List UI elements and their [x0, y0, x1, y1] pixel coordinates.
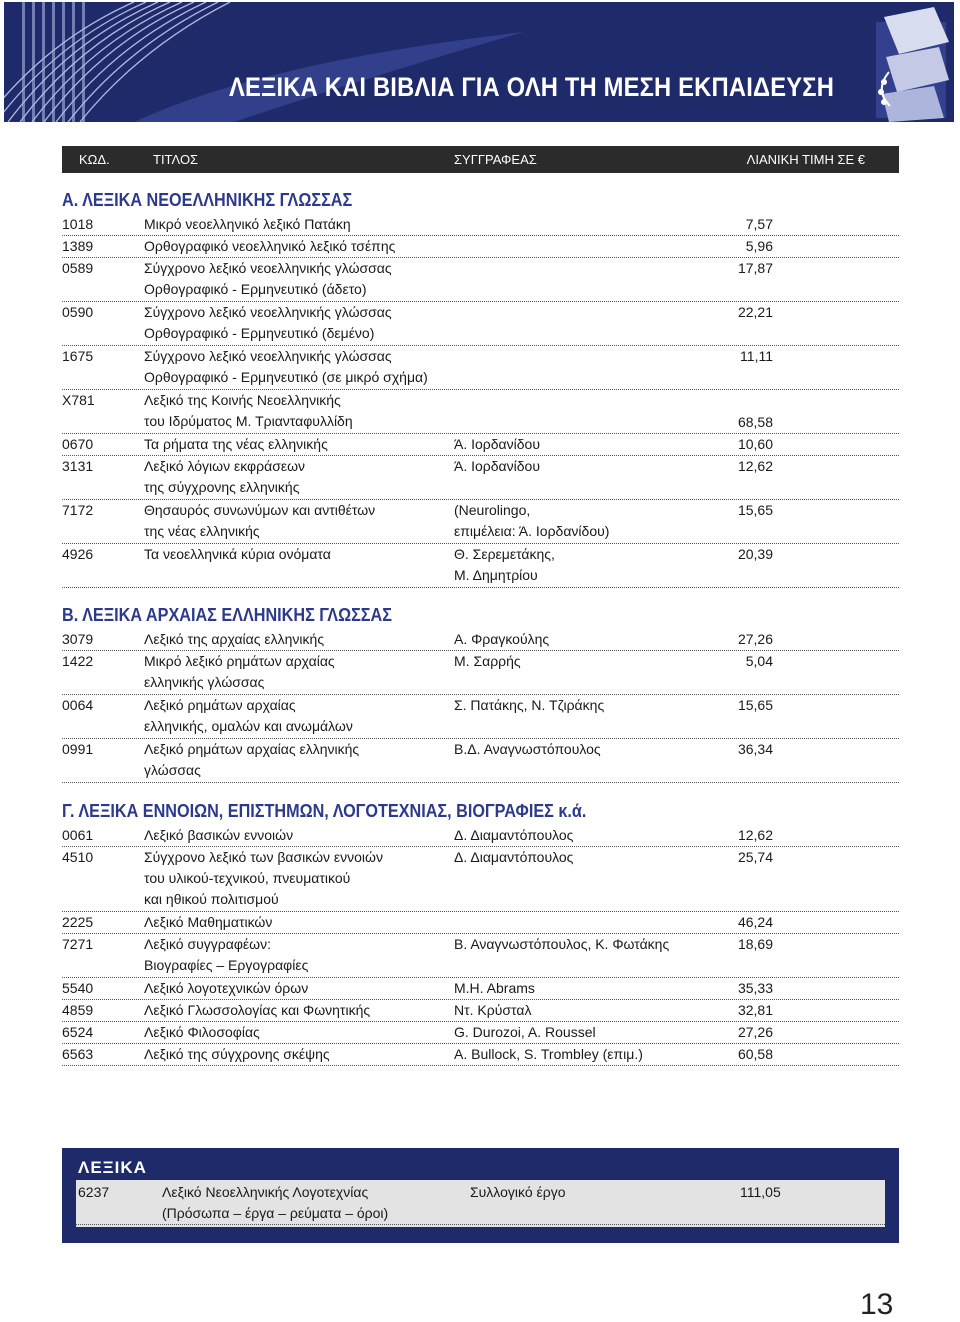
item-code: 7172 [62, 502, 94, 518]
page-number: 13 [860, 1288, 894, 1321]
header-code: ΚΩΔ. [79, 152, 110, 167]
item-title-line: Σύγχρονο λεξικό των βασικών εννοιών [144, 849, 383, 865]
item-code: 0061 [62, 827, 94, 843]
header-banner [4, 2, 954, 122]
item-code: 1675 [62, 348, 94, 364]
banner-title: ΛΕΞΙΚΑ ΚΑΙ ΒΙΒΛΙΑ ΓΙΑ ΟΛΗ ΤΗ ΜΕΣΗ ΕΚΠΑΙΔΕΥΣΗ [229, 72, 835, 102]
item-title-line: Σύγχρονο λεξικό νεοελληνικής γλώσσας [144, 260, 392, 276]
item-title [162, 1182, 388, 1224]
table-row [62, 650, 899, 695]
table-row [62, 1043, 899, 1066]
item-title-line: Ορθογραφικό - Ερμηνευτικό (δεμένο) [144, 325, 375, 341]
item-title [144, 1044, 330, 1065]
item-code: 6237 [78, 1184, 110, 1200]
item-title [144, 390, 353, 432]
item-code: 0991 [62, 741, 94, 757]
item-code: 6563 [62, 1046, 94, 1062]
item-author [454, 456, 540, 477]
table-row [62, 257, 899, 302]
featured-box [62, 1148, 899, 1243]
item-price: 17,87 [737, 260, 773, 276]
item-price: 25,74 [737, 849, 773, 865]
item-price: 32,81 [737, 1002, 773, 1018]
item-title [144, 434, 328, 455]
table-row [62, 433, 899, 456]
item-title-line: Βιογραφίες – Εργογραφίες [144, 957, 309, 973]
item-title-line: Τα νεοελληνικά κύρια ονόματα [144, 546, 331, 562]
item-price: 15,65 [737, 502, 773, 518]
table-row [62, 235, 899, 258]
table-row [62, 846, 899, 912]
item-author-line: επιμέλεια: Ά. Ιορδανίδου) [454, 523, 610, 539]
item-author-line: Σ. Πατάκης, Ν. Τζιράκης [454, 697, 605, 713]
item-author-line: Ά. Ιορδανίδου [454, 436, 540, 452]
table-row [62, 933, 899, 978]
item-title-line: Λεξικό βασικών εννοιών [144, 827, 294, 843]
item-author-line: (Neurolingo, [454, 502, 531, 518]
item-code: 3079 [62, 631, 94, 647]
item-author [454, 847, 573, 868]
item-title [144, 695, 353, 737]
item-author [454, 739, 601, 760]
banner-graphic [4, 2, 954, 122]
item-author-line: Θ. Σερεμετάκης, [454, 546, 555, 562]
item-title-line: ελληνικής γλώσσας [144, 674, 265, 690]
item-title [144, 236, 395, 257]
featured-box-title: ΛΕΞΙΚΑ [78, 1158, 147, 1177]
header-author: ΣΥΓΓΡΑΦΕΑΣ [454, 152, 537, 167]
section-title: Β. ΛΕΞΙΚΑ ΑΡΧΑΙΑΣ ΕΛΛΗΝΙΚΗΣ ΓΛΩΣΣΑΣ [62, 605, 392, 625]
table-row [62, 345, 899, 390]
item-title-line: Λεξικό της Κοινής Νεοελληνικής [144, 392, 341, 408]
item-author-line: Α. Φραγκούλης [454, 631, 550, 647]
item-code: 3131 [62, 458, 94, 474]
item-author-line: Δ. Διαμαντόπουλος [454, 827, 574, 843]
item-title-line: του Ιδρύματος Μ. Τριανταφυλλίδη [144, 413, 353, 429]
item-title-line: της νέας ελληνικής [144, 523, 260, 539]
item-code: 4510 [62, 849, 94, 865]
item-title-line: και ηθικού πολιτισμού [144, 891, 279, 907]
item-title-line: Λεξικό Νεοελληνικής Λογοτεχνίας [162, 1184, 369, 1200]
table-row [62, 1021, 899, 1044]
item-author-line: Δ. Διαμαντόπουλος [454, 849, 574, 865]
item-title-line: γλώσσας [144, 762, 201, 778]
item-title [144, 302, 392, 344]
item-code: Χ781 [62, 392, 95, 408]
item-title [144, 629, 324, 650]
item-title-line: του υλικού-τεχνικού, πνευματικού [144, 870, 351, 886]
item-title [144, 258, 392, 300]
table-row [62, 213, 899, 236]
item-title-line: Λεξικό ρημάτων αρχαίας [144, 697, 296, 713]
item-code: 6524 [62, 1024, 94, 1040]
item-code: 0064 [62, 697, 94, 713]
table-row [62, 999, 899, 1022]
item-title-line: Λεξικό ρημάτων αρχαίας ελληνικής [144, 741, 360, 757]
item-title-line: Σύγχρονο λεξικό νεοελληνικής γλώσσας [144, 304, 392, 320]
book-stack-icon [876, 7, 949, 122]
item-title-line: Λεξικό της σύγχρονης σκέψης [144, 1046, 330, 1062]
item-author [454, 544, 555, 586]
item-author [454, 1022, 596, 1043]
item-title [144, 739, 359, 781]
item-title-line: Θησαυρός συνωνύμων και αντιθέτων [144, 502, 376, 518]
item-author-line: Β. Αναγνωστόπουλος, Κ. Φωτάκης [454, 936, 670, 952]
item-price: 36,34 [737, 741, 773, 757]
item-title-line: Σύγχρονο λεξικό νεοελληνικής γλώσσας [144, 348, 392, 364]
item-title [144, 500, 375, 542]
item-title [144, 651, 335, 693]
item-title-line: Ορθογραφικό - Ερμηνευτικό (άδετο) [144, 281, 367, 297]
item-code: 4859 [62, 1002, 94, 1018]
item-price: 7,57 [745, 216, 773, 232]
section-title: Α. ΛΕΞΙΚΑ ΝΕΟΕΛΛΗΝΙΚΗΣ ΓΛΩΣΣΑΣ [62, 190, 353, 210]
item-price: 22,21 [737, 304, 773, 320]
item-title-line: Τα ρήματα της νέας ελληνικής [144, 436, 328, 452]
item-author-line: Β.Δ. Αναγνωστόπουλος [454, 741, 601, 757]
item-price: 27,26 [737, 1024, 773, 1040]
item-title-line: Λεξικό Φιλοσοφίας [144, 1024, 260, 1040]
item-title [144, 978, 308, 999]
item-price: 35,33 [737, 980, 773, 996]
item-title-line: Μικρό νεοελληνικό λεξικό Πατάκη [144, 216, 351, 232]
table-row [62, 824, 899, 847]
item-price: 46,24 [737, 914, 773, 930]
table-row [62, 301, 899, 346]
item-author [454, 934, 669, 955]
item-title [144, 346, 428, 388]
item-title [144, 544, 331, 565]
table-row [62, 389, 899, 434]
item-price: 20,39 [737, 546, 773, 562]
item-title [144, 912, 272, 933]
item-title-line: Λεξικό λογοτεχνικών όρων [144, 980, 309, 996]
item-author-line: Μ. Σαρρής [454, 653, 521, 669]
item-price: 27,26 [737, 631, 773, 647]
table-row [62, 694, 899, 739]
item-code: 1018 [62, 216, 94, 232]
table-row [62, 977, 899, 1000]
item-author-line: A. Bullock, S. Trombley (επιμ.) [454, 1046, 643, 1062]
item-author [454, 1044, 643, 1065]
item-title-line: Ορθογραφικό νεοελληνικό λεξικό τσέπης [144, 238, 396, 254]
item-title [144, 1000, 370, 1021]
item-price: 12,62 [737, 827, 773, 843]
item-price: 15,65 [737, 697, 773, 713]
item-price: 10,60 [737, 436, 773, 452]
item-title-line: ελληνικής, ομαλών και ανωμάλων [144, 718, 353, 734]
item-author [454, 1000, 531, 1021]
item-author-line: G. Durozoi, A. Roussel [454, 1024, 596, 1040]
item-code: 0590 [62, 304, 94, 320]
section-title: Γ. ΛΕΞΙΚΑ ΕΝΝΟΙΩΝ, ΕΠΙΣΤΗΜΩΝ, ΛΟΓΟΤΕΧΝΙΑΣ, ΒΙΟΓΡΑΦΙΕΣ κ.ά. [62, 801, 587, 821]
item-title [144, 847, 383, 910]
item-title [144, 934, 308, 976]
header-price: ΛΙΑΝΙΚΗ ΤΙΜΗ ΣΕ € [746, 152, 865, 167]
item-author-line: Ντ. Κρύσταλ [454, 1002, 532, 1018]
item-author [454, 695, 604, 716]
table-row [76, 1180, 885, 1225]
item-title-line: Ορθογραφικό - Ερμηνευτικό (σε μικρό σχήμα) [144, 369, 428, 385]
table-row [62, 455, 899, 500]
item-title [144, 1022, 260, 1043]
header-title: ΤΙΤΛΟΣ [153, 152, 199, 167]
item-author [454, 629, 549, 650]
featured-box-inner [76, 1180, 885, 1227]
item-title-line: Λεξικό λόγιων εκφράσεων [144, 458, 305, 474]
item-author-line: M.H. Abrams [454, 980, 535, 996]
item-title-line: Λεξικό Μαθηματικών [144, 914, 273, 930]
item-code: 2225 [62, 914, 94, 930]
item-price: 5,04 [745, 653, 773, 669]
table-row [62, 499, 899, 544]
item-code: 1389 [62, 238, 94, 254]
table-row [62, 911, 899, 934]
item-title-line: της σύγχρονης ελληνικής [144, 479, 300, 495]
item-price: 18,69 [737, 936, 773, 952]
item-code: 0670 [62, 436, 94, 452]
item-title [144, 456, 305, 498]
table-row [62, 738, 899, 783]
item-title-line: (Πρόσωπα – έργα – ρεύματα – όροι) [162, 1205, 389, 1221]
table-row [62, 543, 899, 588]
item-code: 4926 [62, 546, 94, 562]
item-title-line: Λεξικό Γλωσσολογίας και Φωνητικής [144, 1002, 371, 1018]
item-price: 68,58 [737, 413, 773, 430]
item-author-line: Ά. Ιορδανίδου [454, 458, 540, 474]
item-price: 5,96 [745, 238, 773, 254]
item-title [144, 214, 351, 235]
item-author [454, 651, 521, 672]
item-author [454, 434, 540, 455]
item-author: Συλλογικό έργο [470, 1184, 566, 1200]
item-price: 60,58 [737, 1046, 773, 1062]
item-price: 11,11 [740, 348, 773, 364]
item-code: 7271 [62, 936, 94, 952]
item-author-line: Μ. Δημητρίου [454, 567, 538, 583]
item-price: 111,05 [740, 1184, 781, 1200]
item-title-line: Λεξικό συγγραφέων: [144, 936, 271, 952]
item-author [454, 825, 573, 846]
column-header [62, 146, 899, 173]
item-code: 0589 [62, 260, 94, 276]
item-title-line: Μικρό λεξικό ρημάτων αρχαίας [144, 653, 335, 669]
table-row [62, 628, 899, 651]
item-price: 12,62 [737, 458, 773, 474]
item-title [144, 825, 293, 846]
item-author [454, 978, 535, 999]
item-code: 5540 [62, 980, 94, 996]
item-code: 1422 [62, 653, 94, 669]
item-title-line: Λεξικό της αρχαίας ελληνικής [144, 631, 325, 647]
item-author [454, 500, 609, 542]
